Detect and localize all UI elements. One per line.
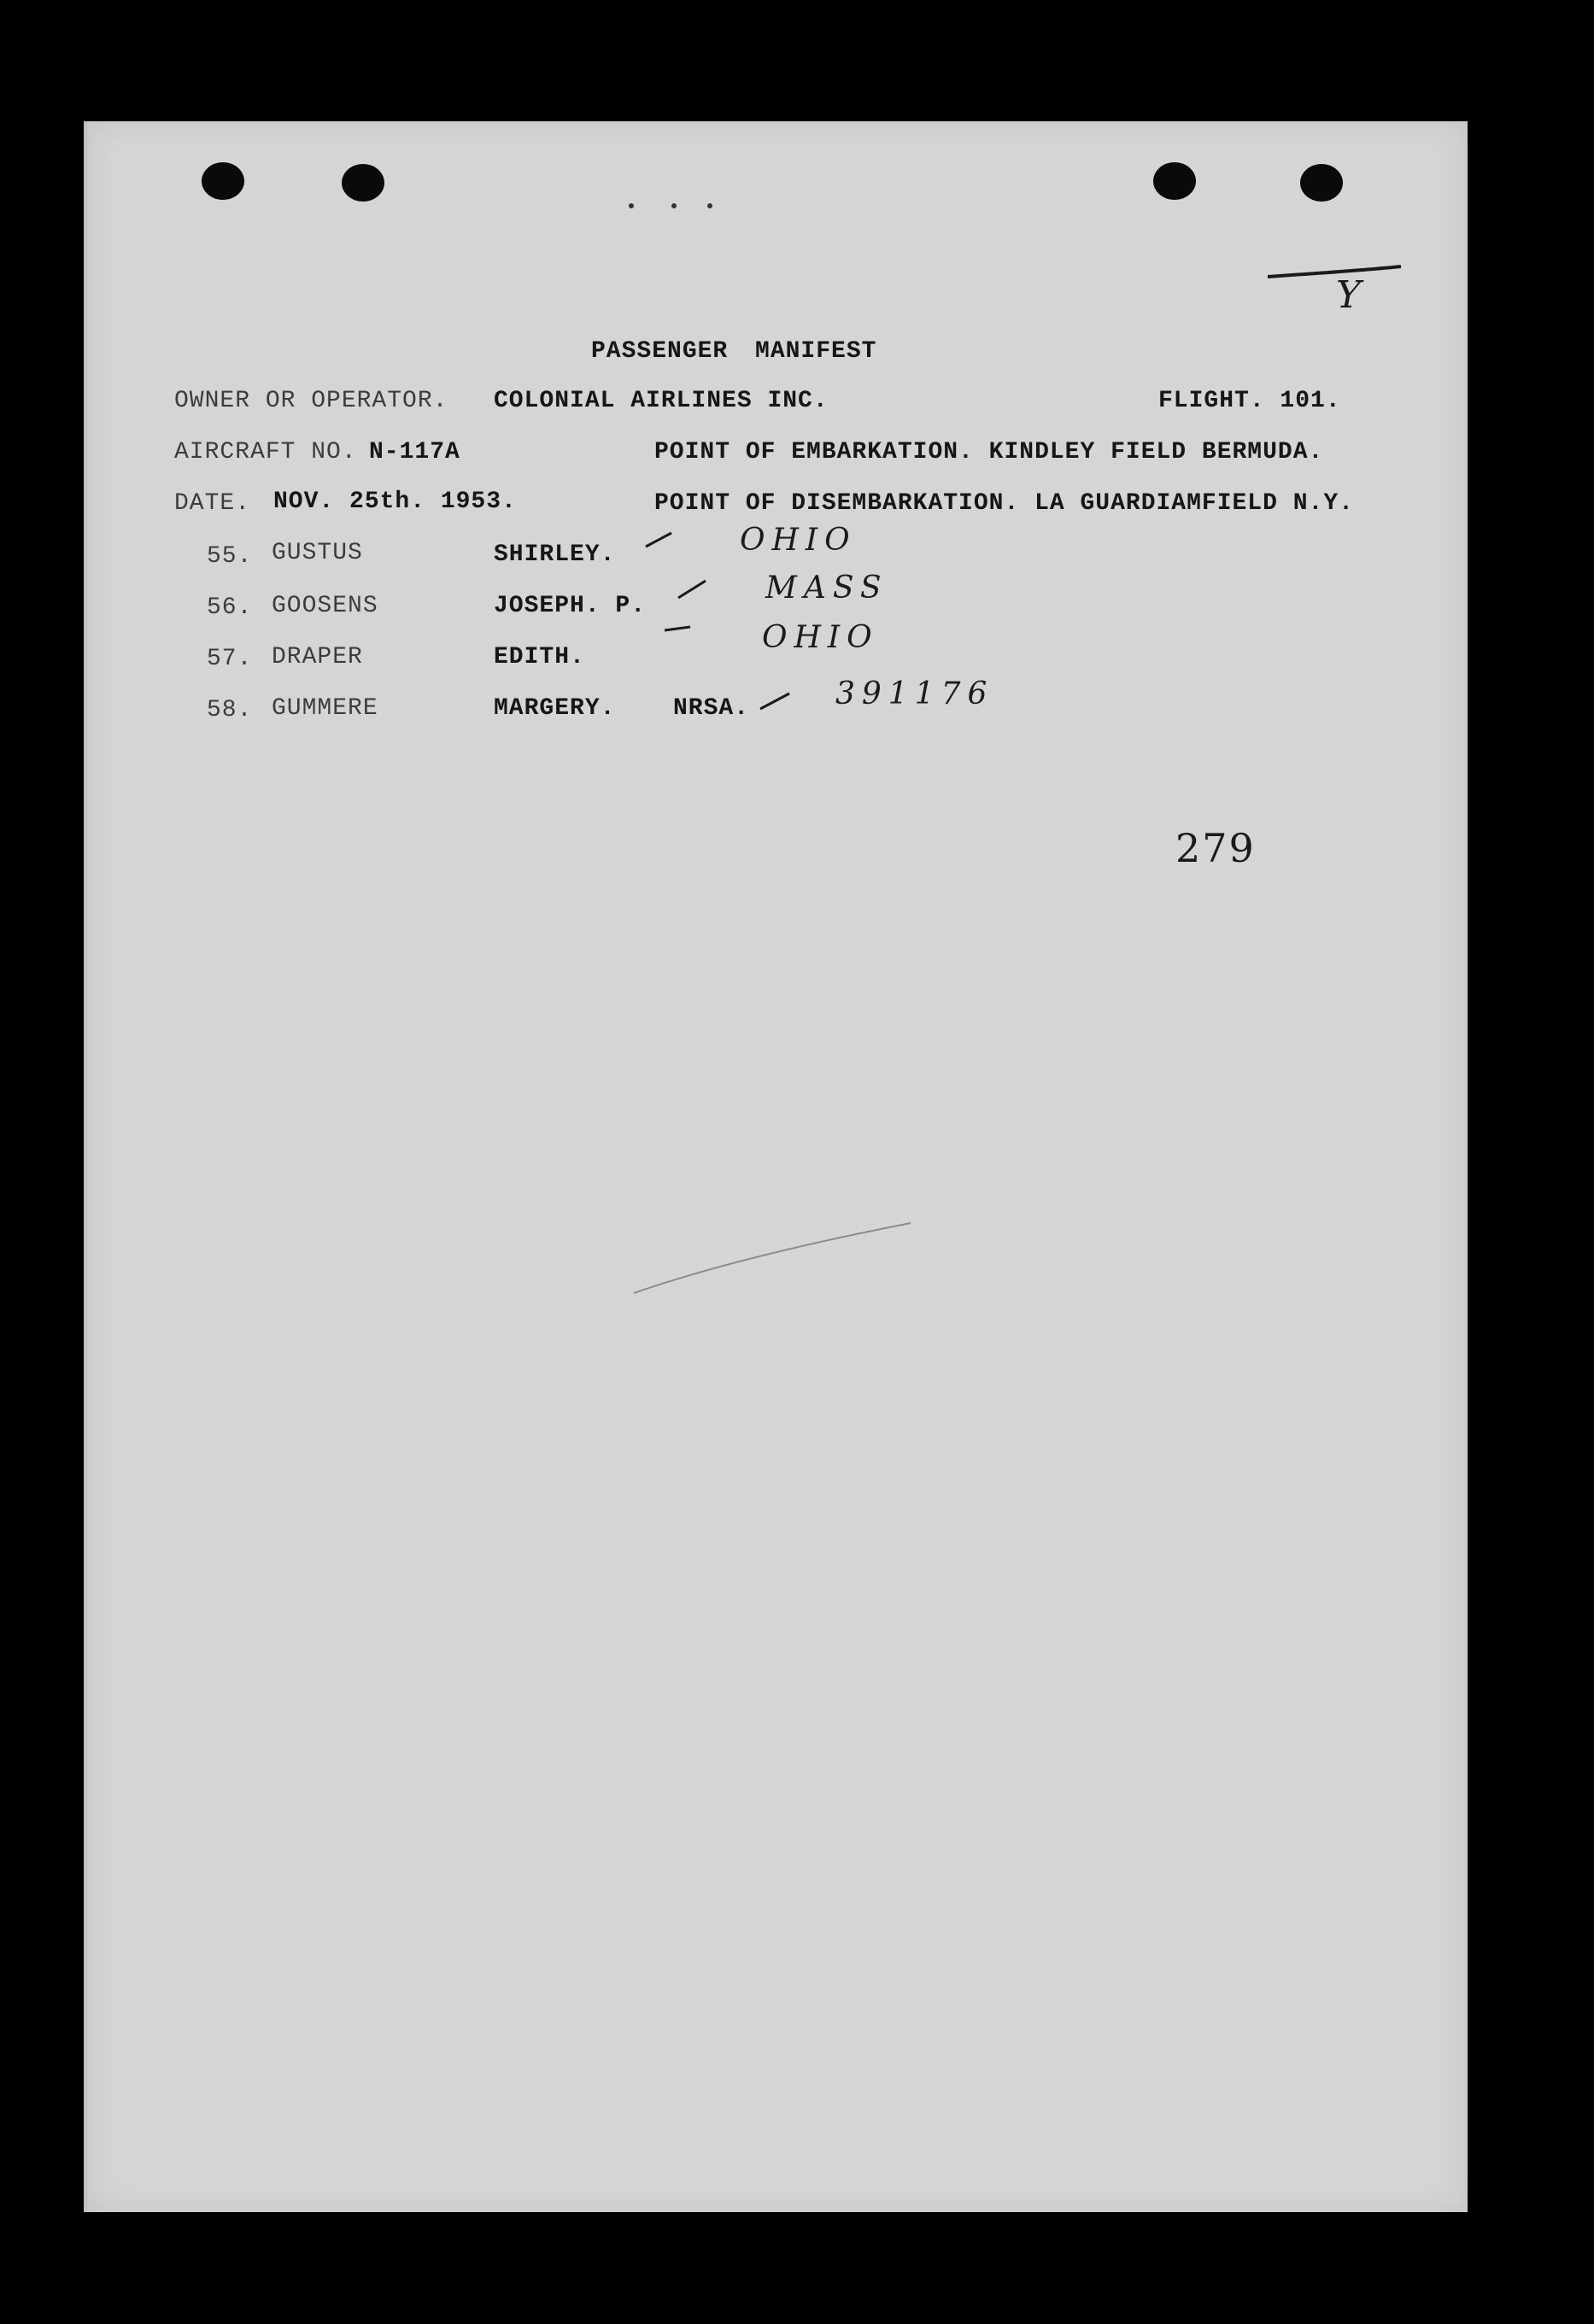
passenger-number: 56. (207, 594, 253, 621)
owner-label: OWNER OR OPERATOR. (174, 388, 448, 414)
passenger-number: 55. (207, 543, 253, 570)
handwritten-note: OHIO (740, 523, 857, 558)
flight-number: FLIGHT. 101. (1158, 388, 1341, 414)
corner-mark: Y (1336, 273, 1368, 317)
owner-value: COLONIAL AIRLINES INC. (494, 388, 829, 414)
aircraft-value: N-117A (369, 439, 460, 465)
passenger-number: 57. (207, 646, 253, 672)
pen-marks (87, 121, 1468, 2212)
passenger-surname: GOOSENS (272, 593, 378, 619)
handwritten-note: MASS (765, 571, 888, 606)
handwritten-note: 391176 (835, 676, 994, 711)
passenger-given-name: MARGERY. (494, 695, 616, 722)
manifest-title: PASSENGER MANIFEST (591, 338, 877, 365)
manifest-sheet (84, 121, 1468, 2212)
passenger-surname: GUSTUS (272, 540, 363, 566)
passenger-given-name: EDITH. (494, 644, 585, 670)
date-label: DATE. (174, 490, 251, 517)
passenger-surname: GUMMERE (272, 695, 378, 722)
point-of-embarkation: POINT OF EMBARKATION. KINDLEY FIELD BERMUDA. (654, 439, 1324, 465)
passenger-number: 58. (207, 697, 253, 723)
passenger-extra: NRSA. (673, 695, 750, 722)
passenger-given-name: SHIRLEY. (494, 541, 616, 568)
date-value: NOV. 25th. 1953. (273, 489, 517, 515)
handwritten-note: OHIO (762, 620, 879, 655)
passenger-surname: DRAPER (272, 644, 363, 670)
page-number-stamp: 279 (1175, 825, 1256, 871)
aircraft-label: AIRCRAFT NO. (174, 439, 357, 465)
point-of-disembarkation: POINT OF DISEMBARKATION. LA GUARDIAMFIELD N.Y. (654, 490, 1354, 517)
passenger-given-name: JOSEPH. P. (494, 593, 647, 619)
